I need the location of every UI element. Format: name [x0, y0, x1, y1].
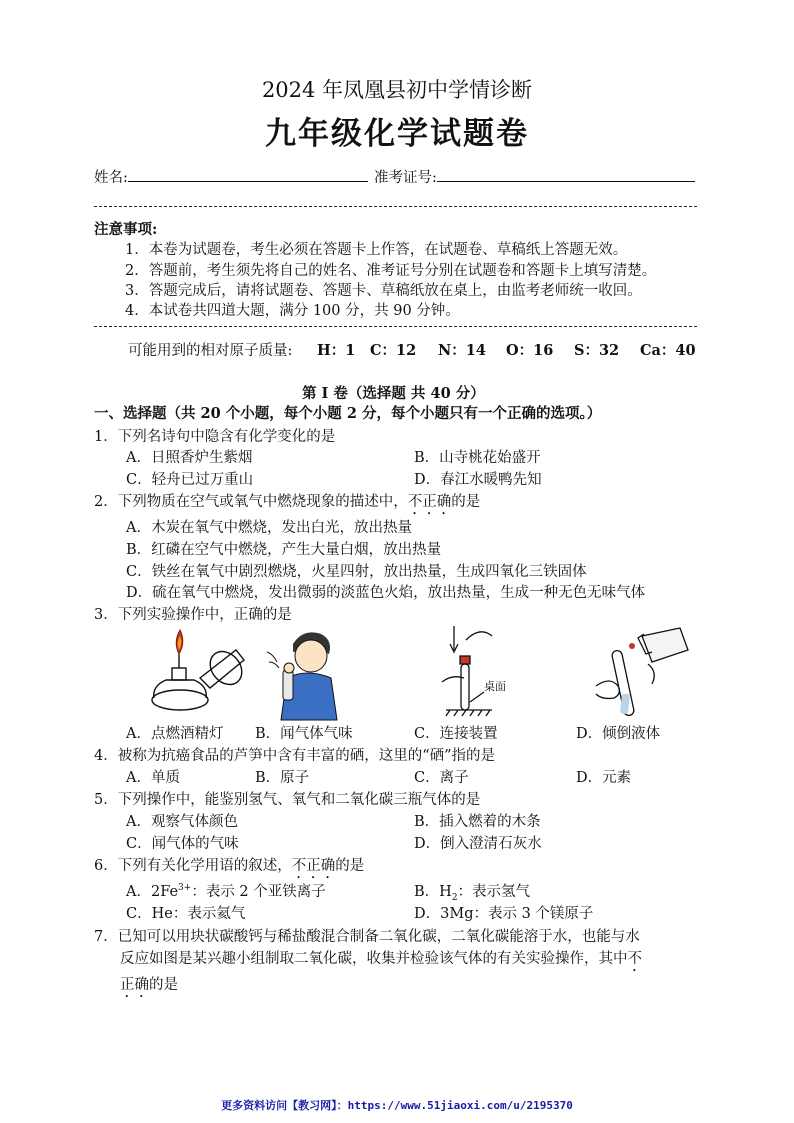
- q4-option-c[interactable]: C．离子: [414, 770, 469, 786]
- desk-label: 桌面: [484, 680, 506, 693]
- q6-option-c[interactable]: C．He：表示氦气: [126, 906, 246, 922]
- q6-option-a[interactable]: A．$2Fe^{3+}$：表示 2 个亚铁离子: [126, 883, 326, 900]
- q1-option-b[interactable]: B．山寺桃花始盛开: [414, 450, 541, 466]
- notice-item: 3．答题完成后，请将试题卷、答题卡、草稿纸放在桌上，由监考老师统一收回。: [125, 283, 642, 299]
- exam-title: 九年级化学试题卷: [265, 116, 529, 152]
- q2-option-a[interactable]: A．木炭在氧气中燃烧，发出白光，放出热量: [126, 520, 412, 536]
- exam-subtitle: 2024 年凤凰县初中学情诊断: [261, 78, 533, 102]
- pour-liquid-image: [588, 624, 693, 722]
- q5-option-d[interactable]: D．倒入澄清石灰水: [414, 836, 542, 852]
- notice-item: 2．答题前，考生须先将自己的姓名、准考证号分别在试题卷和答题卡上填写清楚。: [125, 263, 657, 279]
- q7-stem-line3: 正确的是: [120, 977, 178, 993]
- q4-option-b[interactable]: B．原子: [255, 770, 310, 786]
- q4-option-d[interactable]: D．元素: [576, 770, 632, 786]
- q4-stem: 4．被称为抗癌食品的芦笋中含有丰富的硒，这里的“硒”指的是: [94, 748, 496, 764]
- name-blank[interactable]: [128, 167, 368, 182]
- part1-title: 第 Ⅰ 卷（选择题 共 40 分）: [302, 385, 485, 402]
- atomic-mass-c: C：12: [370, 342, 417, 359]
- q6-option-b[interactable]: B．$H_2$：表示氢气: [414, 884, 531, 903]
- q1-stem: 1．下列名诗句中隐含有化学变化的是: [94, 429, 336, 445]
- q1-option-a[interactable]: A．日照香炉生紫烟: [126, 450, 253, 466]
- atomic-mass-o: O：16: [506, 342, 554, 359]
- notice-item: 1．本卷为试题卷，考生必须在答题卡上作答，在试题卷、草稿纸上答题无效。: [125, 242, 628, 258]
- q1-option-d[interactable]: D．春江水暖鸭先知: [414, 472, 542, 488]
- q5-option-c[interactable]: C．闻气体的气味: [126, 836, 239, 852]
- exam-id-blank[interactable]: [437, 167, 695, 182]
- atomic-mass-ca: Ca：40: [640, 342, 696, 359]
- emphasis-mark: 不正确: [407, 494, 452, 510]
- q6-option-d[interactable]: D．3Mg：表示 3 个镁原子: [414, 906, 594, 922]
- q6-stem: 6．下列有关化学用语的叙述，不正确的是: [94, 858, 365, 874]
- q2-option-d[interactable]: D．硫在氧气中燃烧，发出微弱的淡蓝色火焰，放出热量，生成一种无色无味气体: [126, 585, 646, 601]
- name-label: 姓名:: [94, 170, 128, 186]
- q7-stem-line2: 反应如图是某兴趣小组制取二氧化碳，收集并检验该气体的有关实验操作，其中不: [120, 951, 642, 967]
- alcohol-lamp-image: [140, 628, 250, 718]
- exam-id-field[interactable]: [374, 166, 695, 187]
- q4-option-a[interactable]: A．单质: [126, 770, 180, 786]
- divider-top: [94, 206, 697, 207]
- notice-heading: 注意事项:: [94, 221, 158, 238]
- divider-bottom: [94, 326, 697, 327]
- atomic-mass-n: N：14: [438, 342, 486, 359]
- q5-option-b[interactable]: B．插入燃着的木条: [414, 814, 541, 830]
- smell-gas-image: [263, 622, 353, 722]
- atomic-mass-h: H：1: [317, 342, 356, 359]
- footer-link[interactable]: 更多资料访问【教习网】：https://www.51jiaoxi.com/u/2195370: [221, 1099, 573, 1112]
- emphasis-mark: 不正确: [291, 858, 336, 874]
- q2-stem: 2．下列物质在空气或氧气中燃烧现象的描述中，不正确的是: [94, 494, 481, 510]
- q3-stem: 3．下列实验操作中，正确的是: [94, 607, 292, 623]
- atomic-mass-label: 可能用到的相对原子质量:: [128, 343, 293, 359]
- name-field[interactable]: [94, 166, 368, 187]
- q3-option-b[interactable]: B．闻气体气味: [255, 726, 353, 742]
- q1-option-c[interactable]: C．轻舟已过万重山: [126, 472, 254, 488]
- connect-apparatus-image: [432, 622, 532, 722]
- section-title: 一、选择题（共 20 个小题，每个小题 2 分，每个小题只有一个正确的选项。）: [94, 405, 602, 422]
- emphasis-mark: 正确: [120, 977, 149, 993]
- q3-option-c[interactable]: C．连接装置: [414, 726, 498, 742]
- q7-stem-line1: 7．已知可以用块状碳酸钙与稀盐酸混合制备二氧化碳，二氧化碳能溶于水，也能与水: [94, 929, 640, 945]
- q3-option-a[interactable]: A．点燃酒精灯: [126, 726, 224, 742]
- q5-stem: 5．下列操作中，能鉴别氢气、氧气和二氧化碳三瓶气体的是: [94, 792, 481, 808]
- emphasis-mark: 不: [627, 951, 642, 967]
- q2-option-c[interactable]: C．铁丝在氧气中剧烈燃烧，火星四射，放出热量，生成四氧化三铁固体: [126, 564, 587, 580]
- q3-option-d[interactable]: D．倾倒液体: [576, 726, 661, 742]
- q5-option-a[interactable]: A．观察气体颜色: [126, 814, 238, 830]
- exam-id-label: 准考证号:: [374, 170, 437, 186]
- q2-option-b[interactable]: B．红磷在空气中燃烧，产生大量白烟，放出热量: [126, 542, 442, 558]
- notice-item: 4．本试卷共四道大题，满分 100 分，共 90 分钟。: [125, 303, 460, 319]
- atomic-mass-s: S：32: [574, 342, 620, 359]
